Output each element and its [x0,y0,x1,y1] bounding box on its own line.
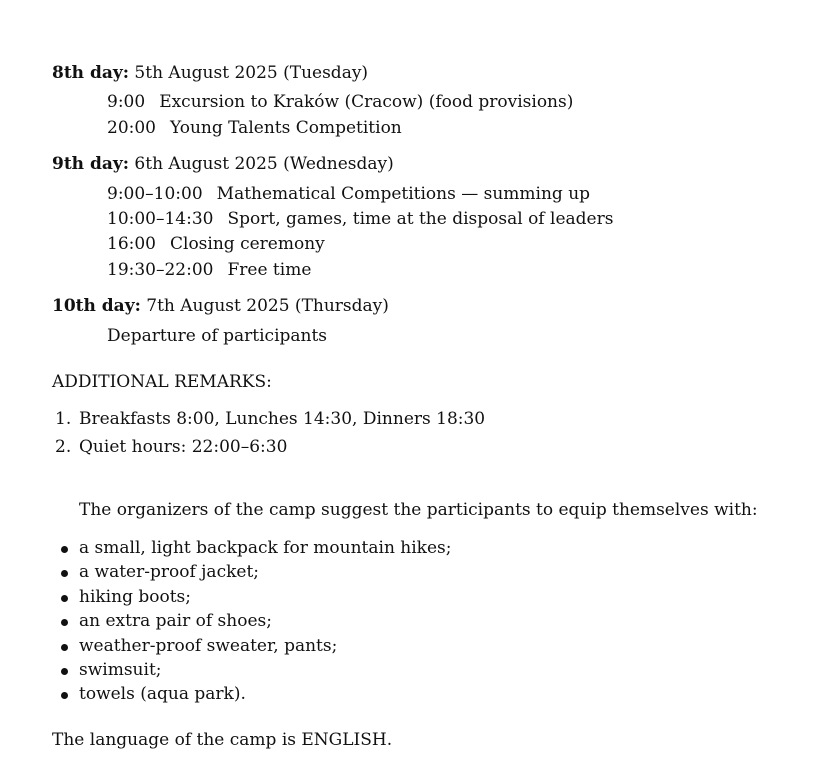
bullet-icon [61,570,68,577]
day-label: 9th day: [52,154,130,174]
schedule-activity: Excursion to Kraków (Cracow) (food provisions) [159,92,574,112]
equipment-item: hiking boots; [79,587,191,607]
bullet-icon [61,644,68,651]
equipment-item: swimsuit; [79,660,162,680]
remark-text: Breakfasts 8:00, Lunches 14:30, Dinners 18:30 [79,409,486,429]
day-date: 5th August 2025 (Tuesday) [134,63,369,83]
day-9-heading [52,154,394,174]
bullet-icon [61,546,68,553]
day-date: 6th August 2025 (Wednesday) [134,154,394,174]
equipment-item: a water-proof jacket; [79,562,260,582]
schedule-item [107,326,327,346]
day-10-heading [52,296,389,316]
bullet-icon [61,619,68,626]
schedule-item [107,184,590,204]
schedule-activity: Free time [227,260,312,280]
schedule-item [107,92,573,112]
remark-item [55,437,287,457]
schedule-activity: Departure of participants [107,326,328,346]
equipment-intro: The organizers of the camp suggest the participants to equip themselves with: [79,500,758,520]
schedule-activity: Sport, games, time at the disposal of leaders [227,209,614,229]
day-label: 10th day: [52,296,141,316]
bullet-icon [61,595,68,602]
remark-text: Quiet hours: 22:00–6:30 [79,437,288,457]
remark-number: 1. [55,409,72,429]
schedule-item [107,118,402,138]
schedule-activity: Closing ceremony [170,234,325,254]
schedule-item [107,234,325,254]
bullet-icon [61,692,68,699]
schedule-item [107,209,613,229]
equipment-item: towels (aqua park). [79,684,246,704]
remark-item [55,409,485,429]
schedule-item [107,260,311,280]
schedule-time: 20:00 [107,118,156,138]
equipment-item: an extra pair of shoes; [79,611,272,631]
schedule-time: 9:00–10:00 [107,184,203,204]
day-8-heading [52,63,368,83]
schedule-time: 9:00 [107,92,146,112]
day-label: 8th day: [52,63,130,83]
schedule-activity: Young Talents Competition [170,118,402,138]
day-date: 7th August 2025 (Thursday) [146,296,389,316]
schedule-time: 19:30–22:00 [107,260,214,280]
schedule-activity: Mathematical Competitions — summing up [216,184,591,204]
schedule-time: 16:00 [107,234,156,254]
equipment-item: weather-proof sweater, pants; [79,636,338,656]
schedule-time: 10:00–14:30 [107,209,214,229]
remarks-heading: ADDITIONAL REMARKS: [52,372,272,392]
language-note: The language of the camp is ENGLISH. [52,730,393,750]
remark-number: 2. [55,437,72,457]
bullet-icon [61,668,68,675]
equipment-item: a small, light backpack for mountain hikes; [79,538,452,558]
